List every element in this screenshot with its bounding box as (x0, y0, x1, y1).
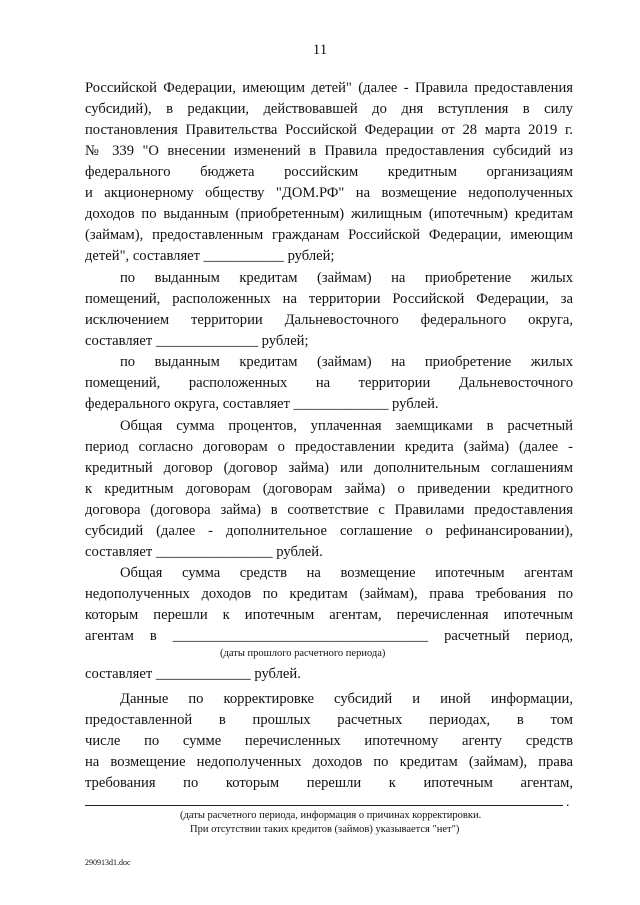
text-line: по выданным кредитам (займам) на приобретение жилых (120, 354, 573, 370)
text-line: и акционерному обществу "ДОМ.РФ" на возмещение недополученных (85, 185, 573, 201)
signature-rule (85, 805, 563, 806)
file-name-footer: 290913d1.doc (85, 858, 131, 867)
text-line: помещений, расположенных на территории Дальневосточного (85, 375, 573, 391)
text-line: составляет _____________ рублей. (85, 666, 301, 682)
text-line: субсидий), в редакции, действовавшей до дня вступления в силу (85, 101, 573, 117)
text-line: агентам в ___________________________________ расчетный период, (85, 628, 573, 644)
text-line: период согласно договорам о предоставлении кредита (займа) (далее - (85, 439, 573, 455)
page-number: 11 (312, 42, 328, 58)
text-line: требования по которым перешли к ипотечным агентам, (85, 775, 573, 791)
period-dates-caption: (даты прошлого расчетного периода) (220, 648, 386, 659)
text-line: предоставленной в прошлых расчетных периодах, в том (85, 712, 573, 728)
text-line: федерального бюджета российским кредитным организациям (85, 164, 573, 180)
text-line: составляет ______________ рублей; (85, 333, 309, 349)
text-line: исключением территории Дальневосточного федерального округа, (85, 312, 573, 328)
text-line: Данные по корректировке субсидий и иной информации, (120, 691, 573, 707)
text-line: по выданным кредитам (займам) на приобретение жилых (120, 270, 573, 286)
correction-note-line-1: (даты расчетного периода, информация о причинах корректировки. (180, 810, 482, 821)
text-line: кредитный договор (договор займа) или дополнительным соглашениям (85, 460, 573, 476)
text-line: к кредитным договорам (договорам займа) о приведении кредитного (85, 481, 573, 497)
text-line: Российской Федерации, имеющим детей" (далее - Правила предоставления (85, 80, 573, 96)
text-line: Общая сумма средств на возмещение ипотечным агентам (120, 565, 573, 581)
text-line: договора (договора займа) в соответствие с Правилами предоставления (85, 502, 573, 518)
text-line: (займам), предоставленным гражданам Российской Федерации, имеющим (85, 227, 573, 243)
text-line: субсидий (далее - дополнительное соглашение о рефинансировании), (85, 523, 573, 539)
text-line: числе по сумме перечисленных ипотечному агенту средств (85, 733, 573, 749)
text-line: федерального округа, составляет _____________ рублей. (85, 396, 439, 412)
text-line: на возмещение недополученных доходов по кредитам (займам), права (85, 754, 573, 770)
text-line: которым перешли к ипотечным агентам, перечисленная ипотечным (85, 607, 573, 623)
text-line: постановления Правительства Российской Федерации от 28 марта 2019 г. (85, 122, 573, 138)
text-line: недополученных доходов по кредитам (займам), права требования по (85, 586, 573, 602)
text-line: составляет ________________ рублей. (85, 544, 323, 560)
text-line: № 339 "О внесении изменений в Правила предоставления субсидий из (85, 143, 573, 159)
text-line: Общая сумма процентов, уплаченная заемщиками в расчетный (120, 418, 573, 434)
trailing-period: . (566, 795, 570, 810)
text-line: детей", составляет ___________ рублей; (85, 248, 335, 264)
text-line: помещений, расположенных на территории Российской Федерации, за (85, 291, 573, 307)
correction-note-line-2: При отсутствии таких кредитов (займов) указывается "нет") (190, 824, 460, 835)
text-line: доходов по выданным (приобретенным) жилищным (ипотечным) кредитам (85, 206, 573, 222)
